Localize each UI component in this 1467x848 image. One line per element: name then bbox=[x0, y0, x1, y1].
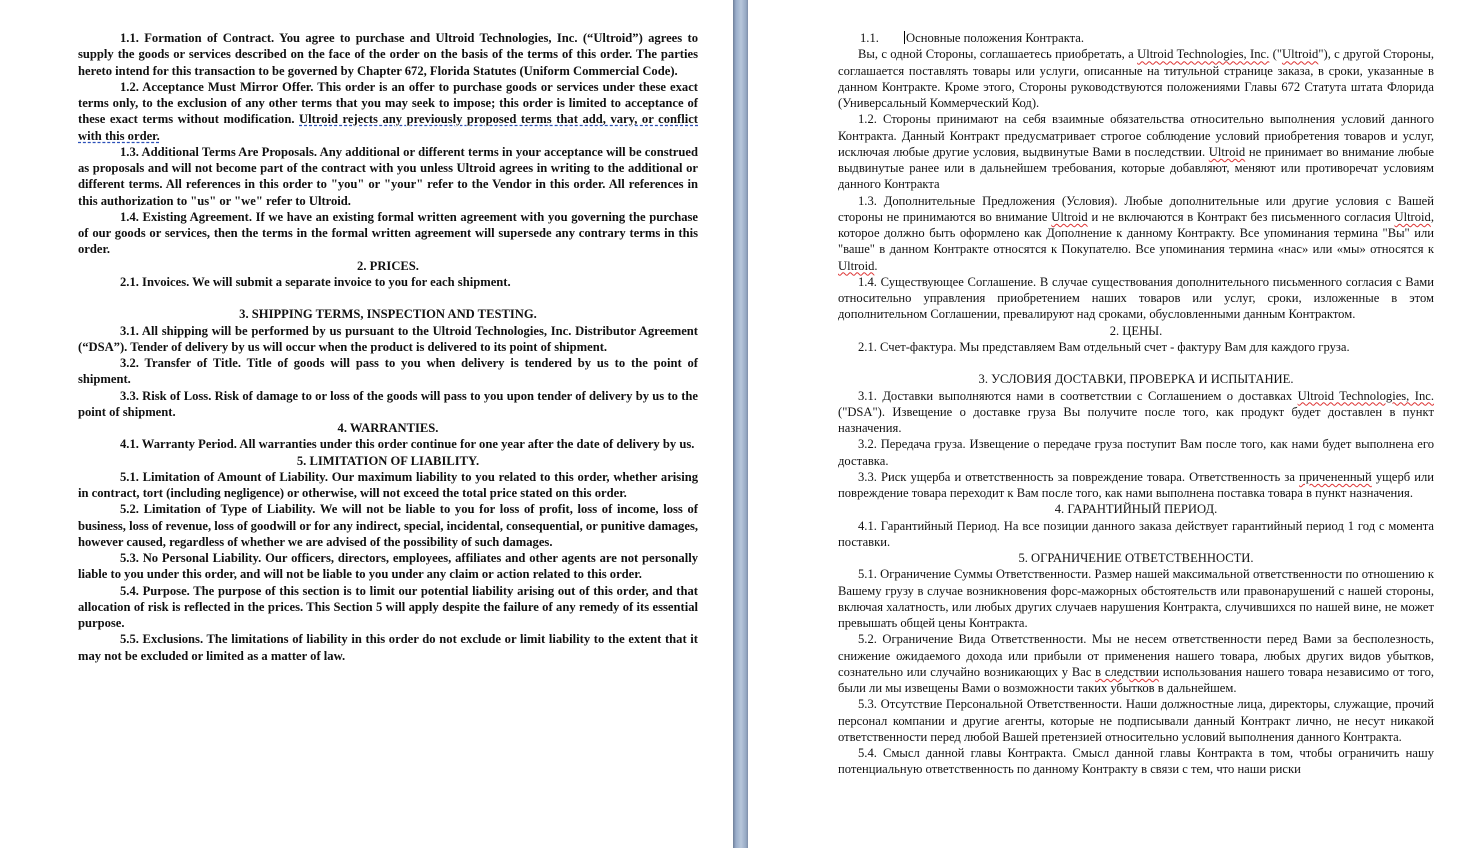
clause-1-3-ru-text-c: , которое должно быть оформлено как Дополнение к данному Контракту. Все упоминания термина "Вы" или "ваше" в данном Контракте относятся к Покупателю. Все упоминания термина «нас» или «мы» относятся к bbox=[838, 209, 1435, 257]
clause-5-2-ru-text-a: 5.2. Ограничение Вида Ответственности. Мы не несем ответственности перед Вами за бесполезность, снижение ожидаемого дохода или прибыли от применения нашего товара, любых других видов убытков, сознательно или случайно возникающих у Вас bbox=[838, 632, 1434, 679]
heading-liability: 5. LIMITATION OF LIABILITY. bbox=[296, 453, 480, 468]
heading-liability-ru: 5. ОГРАНИЧЕНИЕ ОТВЕТСТВЕННОСТИ. bbox=[1018, 551, 1254, 565]
clause-1-1-ru bbox=[838, 46, 1434, 111]
clause-1-3-ru bbox=[838, 193, 1434, 274]
heading-shipping: 3. SHIPPING TERMS, INSPECTION AND TESTING. bbox=[239, 307, 537, 322]
clause-1-4-ru: 1.4. Существующее Соглашение. В случае существования дополнительного письменного согласия с Вами относительно управления приобретением наших товаров или услуг, сроки, изложенные в этом дополнительном Соглашении, превалируют над сроками, обусловленными данным Контрактом. bbox=[838, 274, 1434, 322]
clause-1-2-text: 1.2. Acceptance Must Mirror Offer. This order is an offer to purchase goods or services under these exact terms only, to the exclusion of any other terms that you may seek to impose; this order is limited to acceptance of these exact terms without modification. bbox=[78, 79, 698, 127]
clause-1-3: 1.3. Additional Terms Are Proposals. Any additional or different terms in your acceptance will be construed as proposals and will not become part of the contract with you unless Ultroid agrees in writing to the additional or different terms. All references in this order to "you" or "your" refer to the Vendor in this order. All references in this authorization to "us" or "we" refer to Ultroid. bbox=[78, 144, 698, 208]
clause-1-2-underlined-text: Ultroid rejects any previously proposed terms that add, vary, or conflict with this order. bbox=[78, 112, 698, 143]
clause-2-1: 2.1. Invoices. We will submit a separate invoice to you for each shipment. bbox=[120, 274, 511, 289]
clause-3-1-ru-text-a: 3.1. Доставки выполняются нами в соответствии с Соглашением о доставках bbox=[858, 388, 1293, 403]
clause-1-3-ru-text-a: 1.3. Дополнительные Предложения (Условия). Любые дополнительные или другие условия с Вашей стороны не принимаются во внимание bbox=[838, 193, 1434, 224]
heading-1-1 bbox=[838, 30, 1434, 46]
heading-warranty-ru: 4. ГАРАНТИЙНЫЙ ПЕРИОД. bbox=[1054, 502, 1218, 517]
clause-1-1-ru-text-b: (" bbox=[1272, 47, 1282, 62]
clause-3-3: 3.3. Risk of Loss. Risk of damage to or loss of the goods will pass to you upon tender of delivery by us to the point of shipment. bbox=[78, 388, 698, 419]
page-body-english bbox=[78, 30, 698, 664]
clause-3-3-ru-text-b: ущерб или повреждение товара переходит к Вам после того, как нами выполнена поставка товара в пункт назначения. bbox=[838, 469, 1434, 500]
clause-3-1: 3.1. All shipping will be performed by us pursuant to the Ultroid Technologies, Inc. Distributor Agreement (“DSA”). Tender of delivery by us will occur when the product is delivered to its point of shipment. bbox=[78, 323, 698, 354]
company-name-underlined: Ultroid Technologies, Inc. bbox=[1297, 388, 1435, 403]
ultroid-underlined: Ultroid bbox=[1051, 209, 1088, 224]
clause-3-3-ru-text-a: 3.3. Риск ущерба и ответственность за повреждение товара. Ответственность за bbox=[858, 469, 1295, 484]
heading-warranties: 4. WARRANTIES. bbox=[337, 421, 439, 435]
misspelled-phrase-underlined: в следствии bbox=[1095, 664, 1160, 679]
heading-prices-ru: 2. ЦЕНЫ. bbox=[1109, 323, 1163, 338]
clause-5-1-ru: 5.1. Ограничение Суммы Ответственности. Размер нашей максимальной ответственности по отношению к Вашему грузу в случае возникновения форс-мажорных обстоятельств или правонарушений с нашей стороны, включая халатность, или любых других случаев нарушения Контракта, случившихся по нашей вине, не может превышать общей цены Контракта. bbox=[838, 567, 1434, 630]
clause-3-1-ru-text-b: ("DSA"). Извещение о доставке груза Вы получите после того, как продукт будет доставлен в пункт назначения. bbox=[838, 404, 1434, 435]
clause-5-4: 5.4. Purpose. The purpose of this section is to limit our potential liability arising out of this order, and that allocation of risk is reflected in the prices. This Section 5 will apply despite the failure of any remedy of its essential purpose. bbox=[78, 583, 698, 630]
clause-5-2-ru bbox=[838, 631, 1434, 696]
clause-1-3-ru-text-b: и не включаются в Контракт без письменного согласия bbox=[1091, 209, 1391, 224]
clause-1-1-ru-text-d: , описанные на титульной странице заказа, в сроки, указанные в данном Контракте. Кроме этого, Стороны руководствуются положениями Главы 672 Статута штата Флорида (Универсальный Коммерческий Код). bbox=[838, 63, 1434, 110]
page-gap bbox=[733, 0, 748, 848]
clause-5-3: 5.3. No Personal Liability. Our officers, directors, employees, affiliates and other agents are not personally liable to you under this order, and will not be liable to you under any claim or action related to this order. bbox=[78, 551, 698, 582]
ultroid-underlined: Ultroid bbox=[1208, 144, 1246, 159]
clause-1-2 bbox=[78, 79, 698, 144]
clause-1-4: 1.4. Existing Agreement. If we have an existing formal written agreement with you governing the purchase of our goods or services, then the terms in the formal written agreement will supersede any contrary terms in this order. bbox=[78, 209, 698, 257]
document-page-russian[interactable] bbox=[748, 0, 1467, 848]
clause-1-2-ru-text-a: 1.2. Стороны принимают на себя взаимные обязательства относительно выполнения условий данного Контракта. Данный Контракт предусматривает строгое соблюдение условий приобретения товаров и услуг bbox=[838, 112, 1434, 143]
heading-1-1-title: Основные положения Контракта. bbox=[906, 31, 1085, 45]
clause-5-1: 5.1. Limitation of Amount of Liability. Our maximum liability to you related to this order, whether arising in contract, tort (including negligence) or otherwise, will not exceed the total price stated on this order. bbox=[78, 469, 698, 500]
company-name-underlined: Ultroid Technologies, Inc. bbox=[1137, 47, 1270, 62]
heading-1-1-number: 1.1. bbox=[860, 31, 879, 45]
clause-4-1: 4.1. Warranty Period. All warranties under this order continue for one year after the date of delivery by us. bbox=[120, 437, 695, 452]
heading-shipping-ru: 3. УСЛОВИЯ ДОСТАВКИ, ПРОВЕРКА И ИСПЫТАНИЕ. bbox=[978, 372, 1294, 387]
ultroid-underlined: Ultroid bbox=[1281, 47, 1319, 62]
clause-1-1-ru-text-c: "), с другой Стороны, соглашается поставлять товары или услуги bbox=[838, 47, 1434, 78]
clause-1-2-ru bbox=[838, 111, 1434, 192]
clause-2-1-ru: 2.1. Счет-фактура. Мы представляем Вам отдельный счет - фактуру Вам для каждого груза. bbox=[858, 339, 1350, 354]
heading-prices: 2. PRICES. bbox=[357, 258, 419, 273]
text-cursor bbox=[904, 31, 905, 44]
clause-3-1-ru bbox=[838, 388, 1434, 437]
clause-5-5: 5.5. Exclusions. The limitations of liability in this order do not exclude or limit liability to the extent that it may not be excluded or limited as a matter of law. bbox=[78, 632, 698, 663]
page-body-russian bbox=[838, 30, 1434, 778]
clause-4-1-ru: 4.1. Гарантийный Период. На все позиции данного заказа действует гарантийный период 1 год с момента поставки. bbox=[838, 518, 1434, 549]
document-page-english[interactable] bbox=[0, 0, 733, 848]
misspelled-word-underlined: причененный bbox=[1299, 469, 1372, 484]
blank-line bbox=[838, 355, 1434, 371]
blank-line bbox=[78, 290, 698, 306]
clause-5-2-ru-text-b: использования нашего товара независимо от того, были ли мы извещены Вами о возможности таких убытков в дальнейшем. bbox=[838, 664, 1435, 695]
clause-3-2-ru: 3.2. Передача груза. Извещение о передаче груза поступит Вам после того, как нами будет выполнена его доставка. bbox=[838, 437, 1434, 468]
clause-5-4-ru: 5.4. Смысл данной главы Контракта. Смысл данной главы Контракта в том, чтобы ограничить нашу потенциальную ответственность по данному Контракту в связи с тем, что наши риски bbox=[838, 746, 1434, 777]
ultroid-underlined: Ultroid bbox=[1394, 209, 1431, 224]
clause-1-1-ru-text-a: Вы, с одной Стороны, соглашаетесь приобретать, а bbox=[858, 47, 1134, 62]
clause-1-1: 1.1. Formation of Contract. You agree to purchase and Ultroid Technologies, Inc. (“Ultroid”) agrees to supply the goods or services described on the face of the order on the basis of the terms of this order. The parties hereto intend for this transaction to be governed by Chapter 672, Florida Statutes (Uniform Commercial Code). bbox=[78, 31, 698, 78]
clause-3-2: 3.2. Transfer of Title. Title of goods will pass to you when delivery is tendered by us to the point of shipment. bbox=[78, 356, 698, 387]
clause-3-3-ru bbox=[838, 469, 1434, 502]
ultroid-underlined: Ultroid bbox=[838, 258, 875, 273]
clause-1-2-ru-text-c: не принимает во внимание любые выдвинутые ранее или в дальнейшем требования, которые добавляют, меняют или противоречат условиям данного Контракта bbox=[838, 144, 1434, 192]
clause-5-3-ru: 5.3. Отсутствие Персональной Ответственности. Наши должностные лица, директоры, служащие, прочий персонал компании и другие агенты, которые не подписывали данный Контракт лично, не несут никакой ответственности перед любой Вашей претензией относительно условий выполнения данного Контракта. bbox=[838, 697, 1434, 744]
clause-1-3-ru-text-d: . bbox=[874, 258, 878, 273]
clause-5-2: 5.2. Limitation of Type of Liability. We will not be liable to you for loss of profit, loss of income, loss of business, loss of revenue, loss of goodwill or for any indirect, special, incidental, consequential, or punitive damages, however caused, regardless of whether we are advised of the possibility of such damages. bbox=[78, 502, 698, 549]
clause-1-2-ru-text-b: , исключая любые другие условия, выдвинутые Вами в последствии. bbox=[838, 128, 1434, 159]
